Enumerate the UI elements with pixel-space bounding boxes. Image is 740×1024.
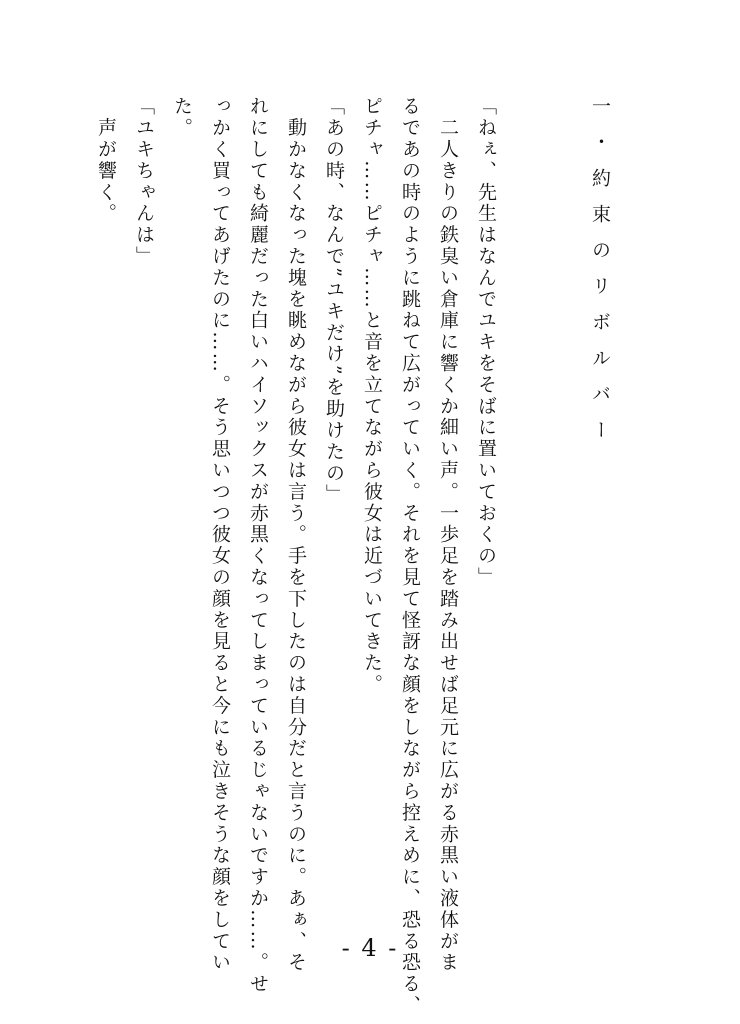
text-line-8: っかく買ってあげたのに……。そう思いつつ彼女の顔を見ると今にも泣きそうな顔をしてい — [209, 96, 231, 974]
text-line-9: た。 — [171, 96, 193, 139]
text-line-1: 「ねぇ、先生はなんでユキをそばに置いておくの」 — [475, 96, 497, 589]
text-line-7: れにしても綺麗だった白いハイソックスが赤黒くなってしまっているじゃないですか……。せ — [247, 96, 269, 995]
text-line-4: ピチャ……ピチャ……と音を立てながら彼女は近づいてきた。 — [361, 96, 383, 696]
text-line-5: 「あの時、なんで”ユキだけ”を助けたの」 — [323, 96, 345, 506]
chapter-title: 一・約束のリボルバー — [589, 96, 611, 456]
text-line-10: 「ユキちゃんは」 — [133, 96, 155, 268]
page-number: - 4 - — [341, 934, 399, 962]
text-line-2: 二人きりの鉄臭い倉庫に響くか細い声。一歩足を踏み出せば足元に広がる赤黒い液体がま — [437, 96, 459, 974]
text-line-6: 動かなくなった塊を眺めながら彼女は言う。手を下したのは自分だと言うのに。あぁ、そ — [285, 96, 307, 974]
text-line-3: るであの時のように跳ねて広がっていく。それを見て怪訝な顔をしながら控えめに、恐る恐る、 — [399, 96, 421, 1017]
text-line-11: 声が響く。 — [95, 96, 117, 225]
